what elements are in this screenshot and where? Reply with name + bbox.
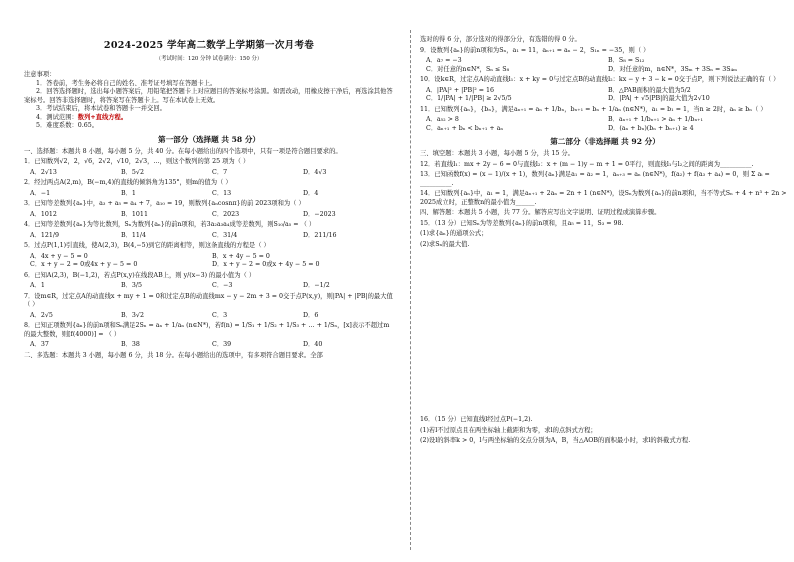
section-intro: 一、选择题：本题共 8 小题，每小题 5 分，共 40 分。在每小题给出的四个选项中，只有一项是符合题目要求的。 <box>24 147 342 155</box>
answer-space <box>420 249 790 414</box>
note-item <box>24 114 394 123</box>
option-c: C．3 <box>212 311 228 319</box>
option-c: C．−3 <box>212 282 233 290</box>
question-stem: 7．设m∈R，过定点A的动直线x + my + 1 = 0和过定点B的动直线mx − y − 2m + 3 = 0交于点P(x,y)，则|PA| + |PB|的最大值（ ） <box>24 292 393 309</box>
option-d: D．x + y − 2 = 0或x + 4y − 5 = 0 <box>212 261 320 269</box>
exam-title: 2024-2025 学年高二数学上学期第一次月考卷 <box>103 40 315 51</box>
note-item: 5．难度系数：0.65。 <box>36 122 99 130</box>
question-stem: 14．已知数列{aₙ}中，a₁ = 1，满足aₙ₊₁ + 2aₙ = 2n + 1 (n∈N*)，设Sₙ为数列{aₙ}的前n项和，当不等式Sₙ + 4 + n³ + 2n > 2025成立时，正整数n的最小值为______. <box>420 190 787 206</box>
question-stem: 1．已知数列√2，2，√6，2√2，√10，2√3，…，则这个数列的第 25 项为（ ） <box>24 158 250 166</box>
option-b: B．38 <box>121 341 140 349</box>
option-d: D．6 <box>303 311 319 319</box>
option-a: A．2√5 <box>30 311 53 319</box>
option-d: D．对任意的m，n∈N*，3Sₘ + 3Sₙ = 3S₄ₘ <box>608 65 737 73</box>
question-stem: 2．经过两点A(2,m)，B(−m,4)的直线的倾斜角为135°，则m的值为（ ） <box>24 179 232 187</box>
option-c: C．39 <box>212 341 232 349</box>
option-d: D．211/16 <box>303 231 337 239</box>
question-options <box>426 116 790 133</box>
option-d: D．(aₙ + bₙ)(bₙ + bₙ₊₁) ≥ 4 <box>608 124 694 132</box>
question-stem: 8．已知正项数列{aₙ}的前n项和Sₙ满足2Sₙ = aₙ + 1/aₙ (n∈N*)，若f(n) = 1/S₁ + 1/S₂ + 1/S₃ + … + 1/Sₙ，[x]表示不超过m的最大整数，则[f(4000)] = （ ） <box>24 322 390 338</box>
question-options <box>30 232 394 241</box>
part2-title: 第二部分（非选择题 共 92 分） <box>550 137 660 146</box>
option-c: C．1/|PA| + 1/|PB| ≥ 2√5/5 <box>426 95 512 102</box>
section-intro: 三、填空题：本题共 3 小题，每小题 5 分，共 15 分。 <box>420 150 574 158</box>
question-stem: 15．（13 分）已知Sₙ为等差数列{aₙ}的前n项和，且a₅ = 11，S₃ = 98. <box>420 219 624 227</box>
option-d: D．−1/2 <box>303 282 330 290</box>
option-c: C．aₙ₊₁ + bₙ < bₙ₊₁ + aₙ <box>426 124 504 132</box>
option-b: B．aₙ₊₁ + 1/bₙ₊₁ > aₙ + 1/bₙ₊₁ <box>608 116 704 123</box>
option-b: B．11/4 <box>121 231 147 239</box>
question-part: (1)若l不过原点且在两坐标轴上截距和为零，求l的点斜式方程； <box>420 426 597 434</box>
option-d: D．|PA| + √5|PB|的最大值为2√10 <box>608 95 710 102</box>
option-a: A．1012 <box>30 210 57 218</box>
notes-heading: 注意事项： <box>24 71 56 79</box>
option-a: A．|PA|² + |PB|² = 16 <box>426 86 495 94</box>
option-a: A．37 <box>30 341 49 349</box>
question-stem: 10．设k∈R，过定点A的动直线l₁：x + ky = 0与过定点B的动直线l₂：kx − y + 3 − k = 0交于点P，则下列说法正确的有（ ） <box>420 76 780 83</box>
exam-sheet <box>10 0 787 562</box>
question-part: (1)求{aₙ}的通项公式； <box>420 230 488 238</box>
option-a: A．1 <box>30 282 45 290</box>
question-options <box>426 87 790 104</box>
question-options <box>30 211 394 220</box>
option-b: B．3/5 <box>121 282 143 290</box>
question-options <box>30 190 394 199</box>
question-options <box>30 169 394 178</box>
question-options <box>426 57 790 74</box>
question-options <box>30 341 394 350</box>
option-a: A．a₇ = −3 <box>426 57 462 64</box>
note-range-value: 数列+直线方程。 <box>77 113 128 121</box>
note-item: 2．回答选择题时，选出每小题答案后，用铅笔把答题卡上对应题目的答案标号涂黑。如需改动，用橡皮擦干净后，再选涂其他答案标号。回答非选择题时，将答案写在答题卡上。写在本试卷上无效。 <box>24 88 393 104</box>
option-b: B．5√2 <box>121 168 144 176</box>
question-options <box>30 312 394 321</box>
option-c: C．x + y − 2 = 0或4x + y − 5 = 0 <box>30 261 138 269</box>
part1-title: 第一部分（选择题 共 58 分） <box>157 134 261 144</box>
question-options <box>30 282 394 291</box>
exam-subtitle: （考试时间：120 分钟 试卷满分：150 分） <box>155 55 263 62</box>
note-item: 3．考试结束后，将本试卷和答题卡一并交回。 <box>36 105 166 113</box>
option-c: C．7 <box>212 168 228 176</box>
note-range-label: 4．测试范围： <box>36 113 78 121</box>
column-divider <box>410 30 411 550</box>
section-intro: 二、多选题：本题共 3 小题，每小题 6 分，共 18 分。在每小题给出的选项中，有多项符合题目要求。全部 <box>24 351 323 359</box>
option-a: A．a₅₂ > 8 <box>426 116 459 123</box>
question-part: (2)求Sₙ的最大值. <box>420 240 470 248</box>
question-part: (2)设l的斜率k > 0，l与两坐标轴的交点分别为A，B，当△AOB的面积最小时，求l的斜截式方程. <box>420 437 691 445</box>
right-column <box>420 0 790 562</box>
option-c: C．对任意的n∈N*，Sₙ ≤ S₈ <box>426 65 510 73</box>
question-stem: 16．（15 分）已知直线l经过点P(−1,2). <box>420 416 533 424</box>
option-b: B．1011 <box>121 210 148 218</box>
option-d: D．4 <box>303 189 319 197</box>
question-stem: 4．已知等差数列{aₙ}为等比数列，Sₙ为数列{aₙ}的前n项和，若3a₂a₃a₄成等差数列，则S₁₀/a₅ = （ ） <box>24 221 316 229</box>
question-stem: 11．已知数列{aₙ}，{bₙ}，满足aₙ₊₁ = aₙ + 1/bₙ，bₙ₊₁ = bₙ + 1/aₙ (n∈N*)，a₁ = b₁ = 1，当n ≥ 2时，aₙ ≥ bₙ（ ） <box>420 105 767 113</box>
option-a: A．4x + y − 5 = 0 <box>30 252 88 260</box>
question-stem: 12．若直线l₁：mx + 2y − 6 = 0与直线l₂：x + (m − 1)y − m + 1 = 0平行，则直线l₁与l₂之间的距离为__________. <box>420 160 754 168</box>
option-a: A．2√13 <box>30 168 57 176</box>
option-d: D．−2023 <box>303 210 336 218</box>
option-d: D．40 <box>303 341 323 349</box>
option-c: C．2023 <box>212 210 240 218</box>
left-column <box>24 0 394 562</box>
option-c: C．31/4 <box>212 231 238 239</box>
note-item: 1．答卷前，考生务必将自己的姓名、准考证号填写在答题卡上。 <box>36 79 217 87</box>
question-stem: 6．已知A(2,3)，B(−1,2)，若点P(x,y)在线段AB上，则 y/(x−3) 的最小值为（ ） <box>24 271 256 279</box>
section-intro-continued: 选对的得 6 分，部分选对的得部分分，有选错的得 0 分。 <box>420 36 581 43</box>
option-b: B．3√2 <box>121 311 144 319</box>
question-stem: 9．设数列{aₙ}的前n项和为Sₙ，a₁ = 11，aₙ₊₁ = aₙ − 2，S₁ₙ = −35，则（ ） <box>420 46 650 54</box>
option-c: C．13 <box>212 189 232 197</box>
option-b: B．x + 4y − 5 = 0 <box>212 252 270 260</box>
option-d: D．4√3 <box>303 168 327 176</box>
question-stem: 13．已知函数f(x) = (x − 1)/(x + 1)，数列{aₙ}满足a₁ = a₂ = 1，aₙ₊₃ = aₙ (n∈N*)，f(a₂) + f(a₃ + a₄) = 0，则 Σ aᵢ = __________. <box>420 171 770 187</box>
option-b: B．1 <box>121 189 136 197</box>
option-b: B．△PAB面积的最大值为5/2 <box>608 86 691 94</box>
question-options <box>30 253 394 270</box>
option-b: B．S₈ = S₁₂ <box>608 57 645 64</box>
question-stem: 3．已知等差数列{aₙ}中，a₃ + a₅ = a₄ + 7，a₁₀ = 19，则数列{aₙcosnπ}的前 2023项和为（ ） <box>24 200 305 208</box>
option-a: A．−1 <box>30 189 51 197</box>
option-a: A．121/9 <box>30 231 59 239</box>
question-stem: 5．过点P(1,1)引直线，使A(2,3)，B(4,−5)到它的距离相等，则这条直线的方程是（ ） <box>24 242 270 250</box>
section-intro: 四、解答题：本题共 5 小题，共 77 分。解答应写出文字说明、证明过程或演算步骤。 <box>420 209 661 217</box>
